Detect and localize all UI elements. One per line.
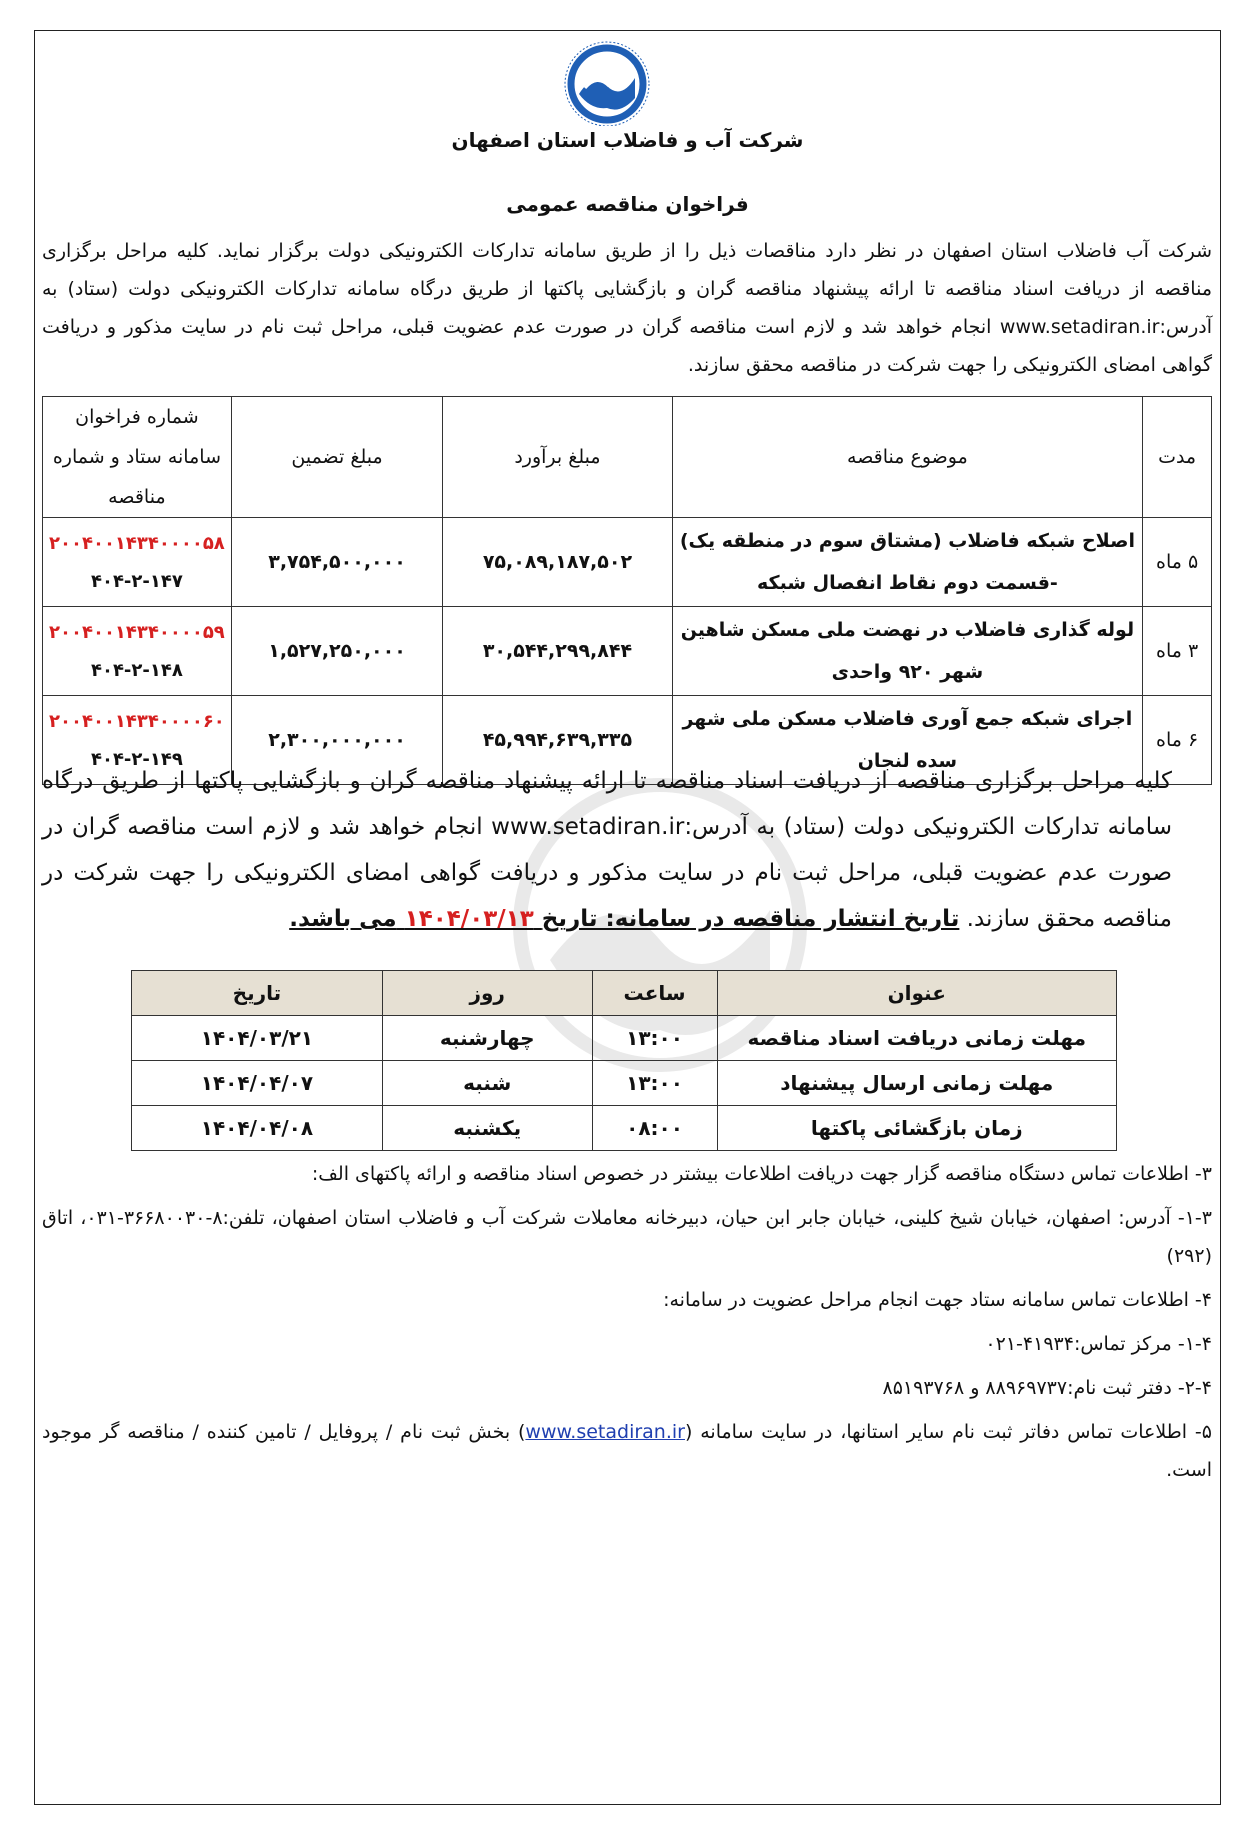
col-estimate: مبلغ برآورد bbox=[443, 397, 672, 518]
company-name: شرکت آب و فاضلاب استان اصفهان bbox=[451, 128, 804, 152]
table-row bbox=[43, 607, 1212, 696]
col-number: شماره فراخوان سامانه ستاد و شماره مناقصه bbox=[43, 397, 232, 518]
publish-date-value: ۱۴۰۴/۰۳/۱۳ bbox=[404, 906, 534, 932]
contact-5 bbox=[42, 1413, 1212, 1489]
guarantee-cell: ۳,۷۵۴,۵۰۰,۰۰۰ bbox=[231, 518, 442, 607]
day-cell: شنبه bbox=[382, 1061, 592, 1106]
contact-5-after: ) بخش ثبت نام / پروفایل / تامین کننده / مناقصه گر موجود است. bbox=[42, 1421, 1212, 1481]
tenders-table bbox=[42, 396, 1212, 785]
tender-number: ۴۰۴-۲-۱۴۷ bbox=[90, 571, 183, 592]
company-logo bbox=[563, 38, 651, 126]
title-cell: زمان بازگشائی پاکتها bbox=[717, 1106, 1117, 1151]
col-date: تاریخ bbox=[132, 971, 383, 1016]
number-cell bbox=[43, 607, 232, 696]
tender-number: ۴۰۴-۲-۱۴۹ bbox=[90, 749, 183, 770]
schedule-header-row bbox=[132, 971, 1117, 1016]
estimate-cell: ۴۵,۹۹۴,۶۳۹,۳۳۵ bbox=[443, 696, 672, 785]
number-cell bbox=[43, 518, 232, 607]
contact-4-1: ۱-۴- مرکز تماس:۴۱۹۳۴-۰۲۱ bbox=[985, 1333, 1212, 1355]
estimate-cell: ۳۰,۵۴۴,۲۹۹,۸۴۴ bbox=[443, 607, 672, 696]
guarantee-cell: ۱,۵۲۷,۲۵۰,۰۰۰ bbox=[231, 607, 442, 696]
duration-cell: ۳ ماه bbox=[1143, 607, 1212, 696]
page-title: فراخوان مناقصه عمومی bbox=[506, 192, 749, 216]
date-cell: ۱۴۰۴/۰۴/۰۸ bbox=[132, 1106, 383, 1151]
contact-section bbox=[42, 1155, 1212, 1495]
col-duration: مدت bbox=[1143, 397, 1212, 518]
setad-code: ۲۰۰۴۰۰۱۴۳۴۰۰۰۰۶۰ bbox=[49, 711, 225, 732]
table-row bbox=[43, 518, 1212, 607]
contact-5-before: ۵- اطلاعات تماس دفاتر ثبت نام سایر استانها، در سایت سامانه ( bbox=[684, 1421, 1212, 1443]
date-cell: ۱۴۰۴/۰۳/۲۱ bbox=[132, 1016, 383, 1061]
schedule-table bbox=[131, 970, 1117, 1151]
col-title: عنوان bbox=[717, 971, 1117, 1016]
duration-cell: ۶ ماه bbox=[1143, 696, 1212, 785]
estimate-cell: ۷۵,۰۸۹,۱۸۷,۵۰۲ bbox=[443, 518, 672, 607]
setad-code: ۲۰۰۴۰۰۱۴۳۴۰۰۰۰۵۹ bbox=[49, 622, 225, 643]
date-cell: ۱۴۰۴/۰۴/۰۷ bbox=[132, 1061, 383, 1106]
time-cell: ۱۳:۰۰ bbox=[592, 1061, 717, 1106]
subject-cell: اصلاح شبکه فاضلاب (مشتاق سوم در منطقه یک) -قسمت دوم نقاط انفصال شبکه bbox=[672, 518, 1143, 607]
col-time: ساعت bbox=[592, 971, 717, 1016]
body-text: کلیه مراحل برگزاری مناقصه از دریافت اسناد مناقصه تا ارائه پیشنهاد مناقصه گران و بازگشایی پاکتها از طریق درگاه سامانه تدارکات الکترونیکی دولت (ستاد) به آدرس:www.setadiran.ir انجام خواهد شد و لازم است مناقصه گران در صورت عدم عضویت قبلی، مراحل ثبت نام در سایت مذکور و دریافت گواهی امضای الکترونیکی را جهت شرکت در مناقصه محقق سازند. bbox=[42, 768, 1172, 932]
tender-number: ۴۰۴-۲-۱۴۸ bbox=[90, 660, 183, 681]
duration-cell: ۵ ماه bbox=[1143, 518, 1212, 607]
table-row bbox=[132, 1061, 1117, 1106]
contact-4-2: ۲-۴- دفتر ثبت نام:۸۸۹۶۹۷۳۷ و ۸۵۱۹۳۷۶۸ bbox=[882, 1377, 1212, 1399]
table-row bbox=[132, 1106, 1117, 1151]
publish-date-suffix: می باشد. bbox=[289, 906, 397, 932]
contact-3: ۳- اطلاعات تماس دستگاه مناقصه گزار جهت دریافت اطلاعات بیشتر در خصوص اسناد مناقصه و ارائه پاکتهای الف: bbox=[311, 1163, 1212, 1185]
table-row bbox=[132, 1016, 1117, 1061]
subject-cell: اجرای شبکه جمع آوری فاضلاب مسکن ملی شهر سده لنجان bbox=[672, 696, 1143, 785]
title-cell: مهلت زمانی ارسال پیشنهاد bbox=[717, 1061, 1117, 1106]
intro-paragraph: شرکت آب فاضلاب استان اصفهان در نظر دارد مناقصات ذیل را از طریق سامانه تدارکات الکترونیکی دولت برگزار نماید. کلیه مراحل برگزاری مناقصه از دریافت اسناد مناقصه تا ارائه پیشنهاد مناقصه گران و بازگشایی پاکتها از طریق درگاه سامانه تدارکات الکترونیکی دولت (ستاد) به آدرس:www.setadiran.ir انجام خواهد شد و لازم است مناقصه گران در صورت عدم عضویت قبلی، مراحل ثبت نام در سایت مذکور و دریافت گواهی امضای الکترونیکی را جهت شرکت در مناقصه محقق سازند. bbox=[42, 240, 1212, 376]
day-cell: چهارشنبه bbox=[382, 1016, 592, 1061]
publish-date-line bbox=[289, 906, 959, 932]
publish-date-prefix: تاریخ انتشار مناقصه در سامانه: تاریخ bbox=[541, 906, 960, 932]
title-cell: مهلت زمانی دریافت اسناد مناقصه bbox=[717, 1016, 1117, 1061]
setad-code: ۲۰۰۴۰۰۱۴۳۴۰۰۰۰۵۸ bbox=[49, 533, 225, 554]
guarantee-cell: ۲,۳۰۰,۰۰۰,۰۰۰ bbox=[231, 696, 442, 785]
time-cell: ۱۳:۰۰ bbox=[592, 1016, 717, 1061]
contact-3-1: ۱-۳- آدرس: اصفهان، خیابان شیخ کلینی، خیابان جابر ابن حیان، دبیرخانه معاملات شرکت آب و فاضلاب استان اصفهان، تلفن:۸-۳۶۶۸۰۰۳۰-۰۳۱، اتاق (۲۹۲) bbox=[42, 1207, 1212, 1267]
body-paragraph bbox=[42, 758, 1172, 942]
subject-cell: لوله گذاری فاضلاب در نهضت ملی مسکن شاهین شهر ۹۲۰ واحدی bbox=[672, 607, 1143, 696]
col-guarantee: مبلغ تضمین bbox=[231, 397, 442, 518]
col-day: روز bbox=[382, 971, 592, 1016]
tenders-header-row bbox=[43, 397, 1212, 518]
setadiran-link[interactable]: www.setadiran.ir bbox=[525, 1421, 685, 1443]
contact-4: ۴- اطلاعات تماس سامانه ستاد جهت انجام مراحل عضویت در سامانه: bbox=[663, 1289, 1212, 1311]
day-cell: یکشنبه bbox=[382, 1106, 592, 1151]
time-cell: ۰۸:۰۰ bbox=[592, 1106, 717, 1151]
col-subject: موضوع مناقصه bbox=[672, 397, 1143, 518]
